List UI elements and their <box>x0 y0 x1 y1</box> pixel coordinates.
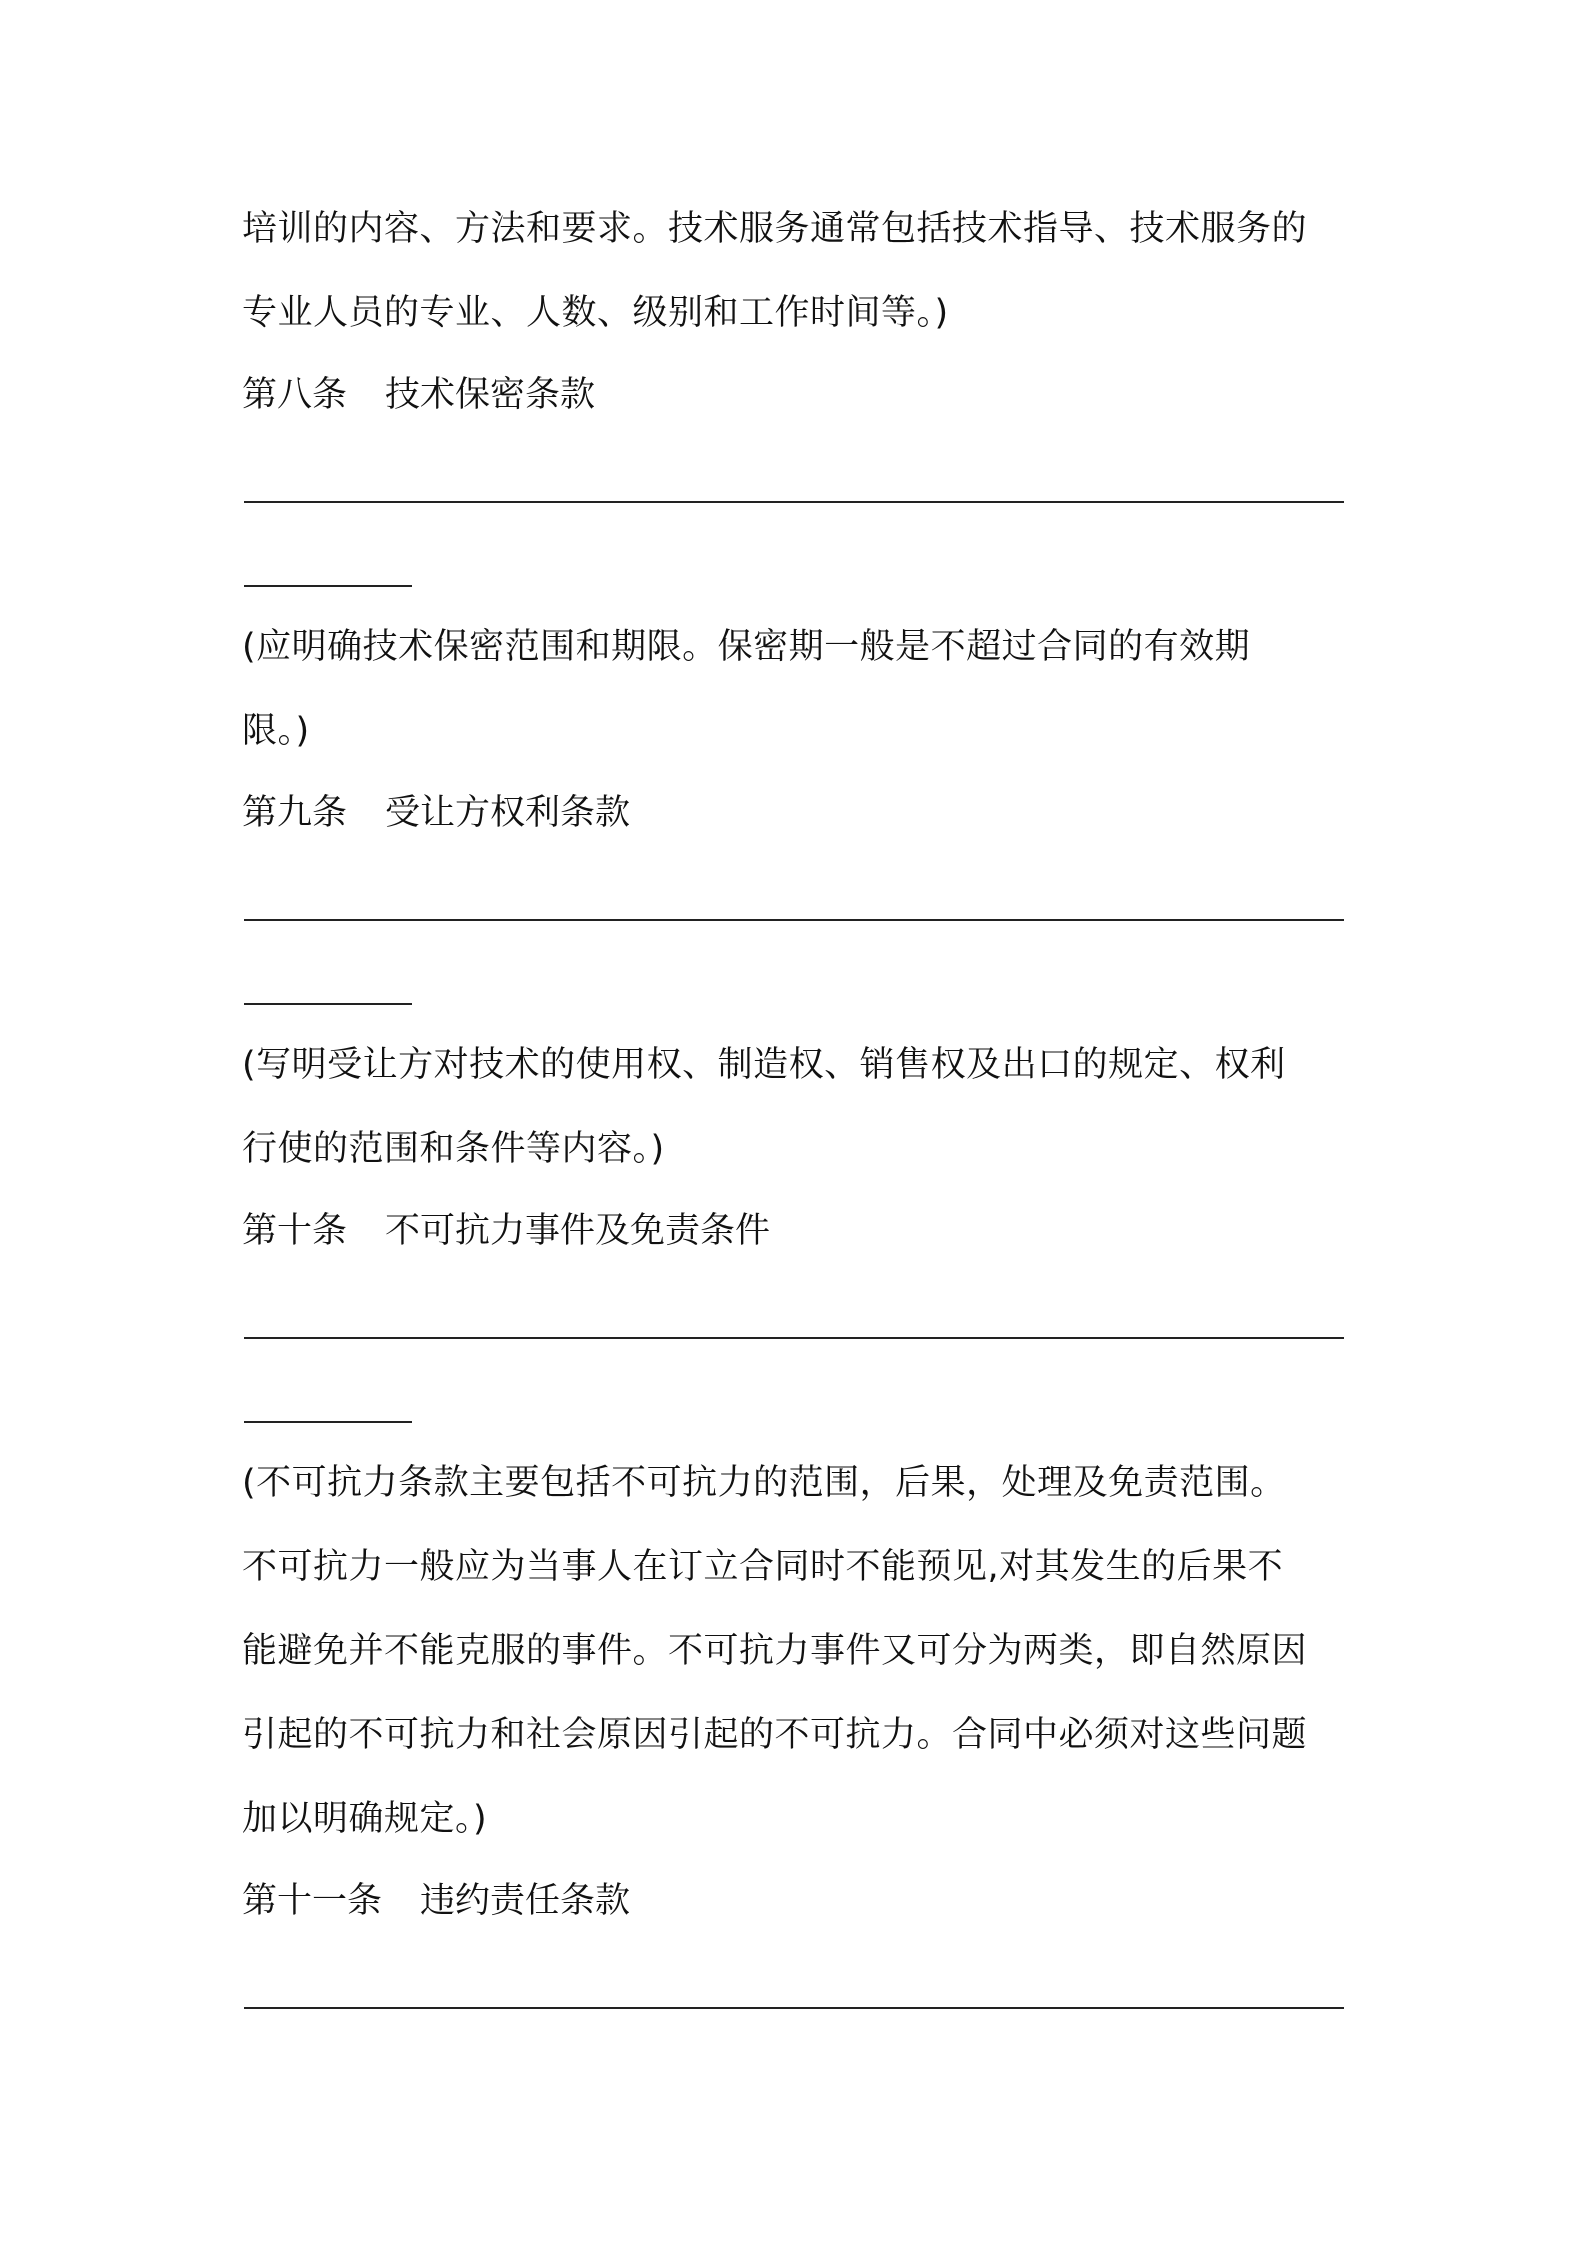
fill-in-blank-line <box>244 501 1344 503</box>
fill-in-blank-line <box>244 1421 412 1423</box>
article-title: 违约责任条款 <box>420 1881 631 1921</box>
fill-in-blank-line <box>244 1003 412 1005</box>
paragraph-line: 不可抗力一般应为当事人在订立合同时不能预见,对其发生的后果不 <box>242 1547 1284 1587</box>
article-heading-11 <box>242 1876 630 1926</box>
paragraph-line: 培训的内容、方法和要求。技术服务通常包括技术指导、技术服务的 <box>242 209 1308 249</box>
paragraph-line: (写明受让方对技术的使用权、制造权、销售权及出口的规定、权利 <box>242 1045 1286 1085</box>
article-heading-10 <box>242 1206 770 1256</box>
paragraph-line: (不可抗力条款主要包括不可抗力的范围，后果，处理及免责范围。 <box>242 1463 1286 1503</box>
fill-in-blank-line <box>244 1337 1344 1339</box>
article-title: 受让方权利条款 <box>385 793 631 833</box>
article-heading-8 <box>242 370 595 420</box>
paragraph-line: 能避免并不能克服的事件。不可抗力事件又可分为两类，即自然原因 <box>242 1631 1308 1671</box>
fill-in-blank-line <box>244 919 1344 921</box>
article-number: 第九条 <box>242 793 348 833</box>
article-heading-9 <box>242 788 630 838</box>
fill-in-blank-line <box>244 2007 1344 2009</box>
paragraph-line: 专业人员的专业、人数、级别和工作时间等。) <box>242 293 949 333</box>
paragraph-line: (应明确技术保密范围和期限。保密期一般是不超过合同的有效期 <box>242 627 1251 667</box>
paragraph-line: 限。) <box>242 711 310 751</box>
paragraph-line: 引起的不可抗力和社会原因引起的不可抗力。合同中必须对这些问题 <box>242 1715 1308 1755</box>
paragraph-line: 行使的范围和条件等内容。) <box>242 1129 665 1169</box>
paragraph-line: 加以明确规定。) <box>242 1799 488 1839</box>
article-title: 技术保密条款 <box>385 375 596 415</box>
article-title: 不可抗力事件及免责条件 <box>385 1211 771 1251</box>
article-number: 第十一条 <box>242 1881 383 1921</box>
article-number: 第十条 <box>242 1211 348 1251</box>
article-number: 第八条 <box>242 375 348 415</box>
fill-in-blank-line <box>244 585 412 587</box>
